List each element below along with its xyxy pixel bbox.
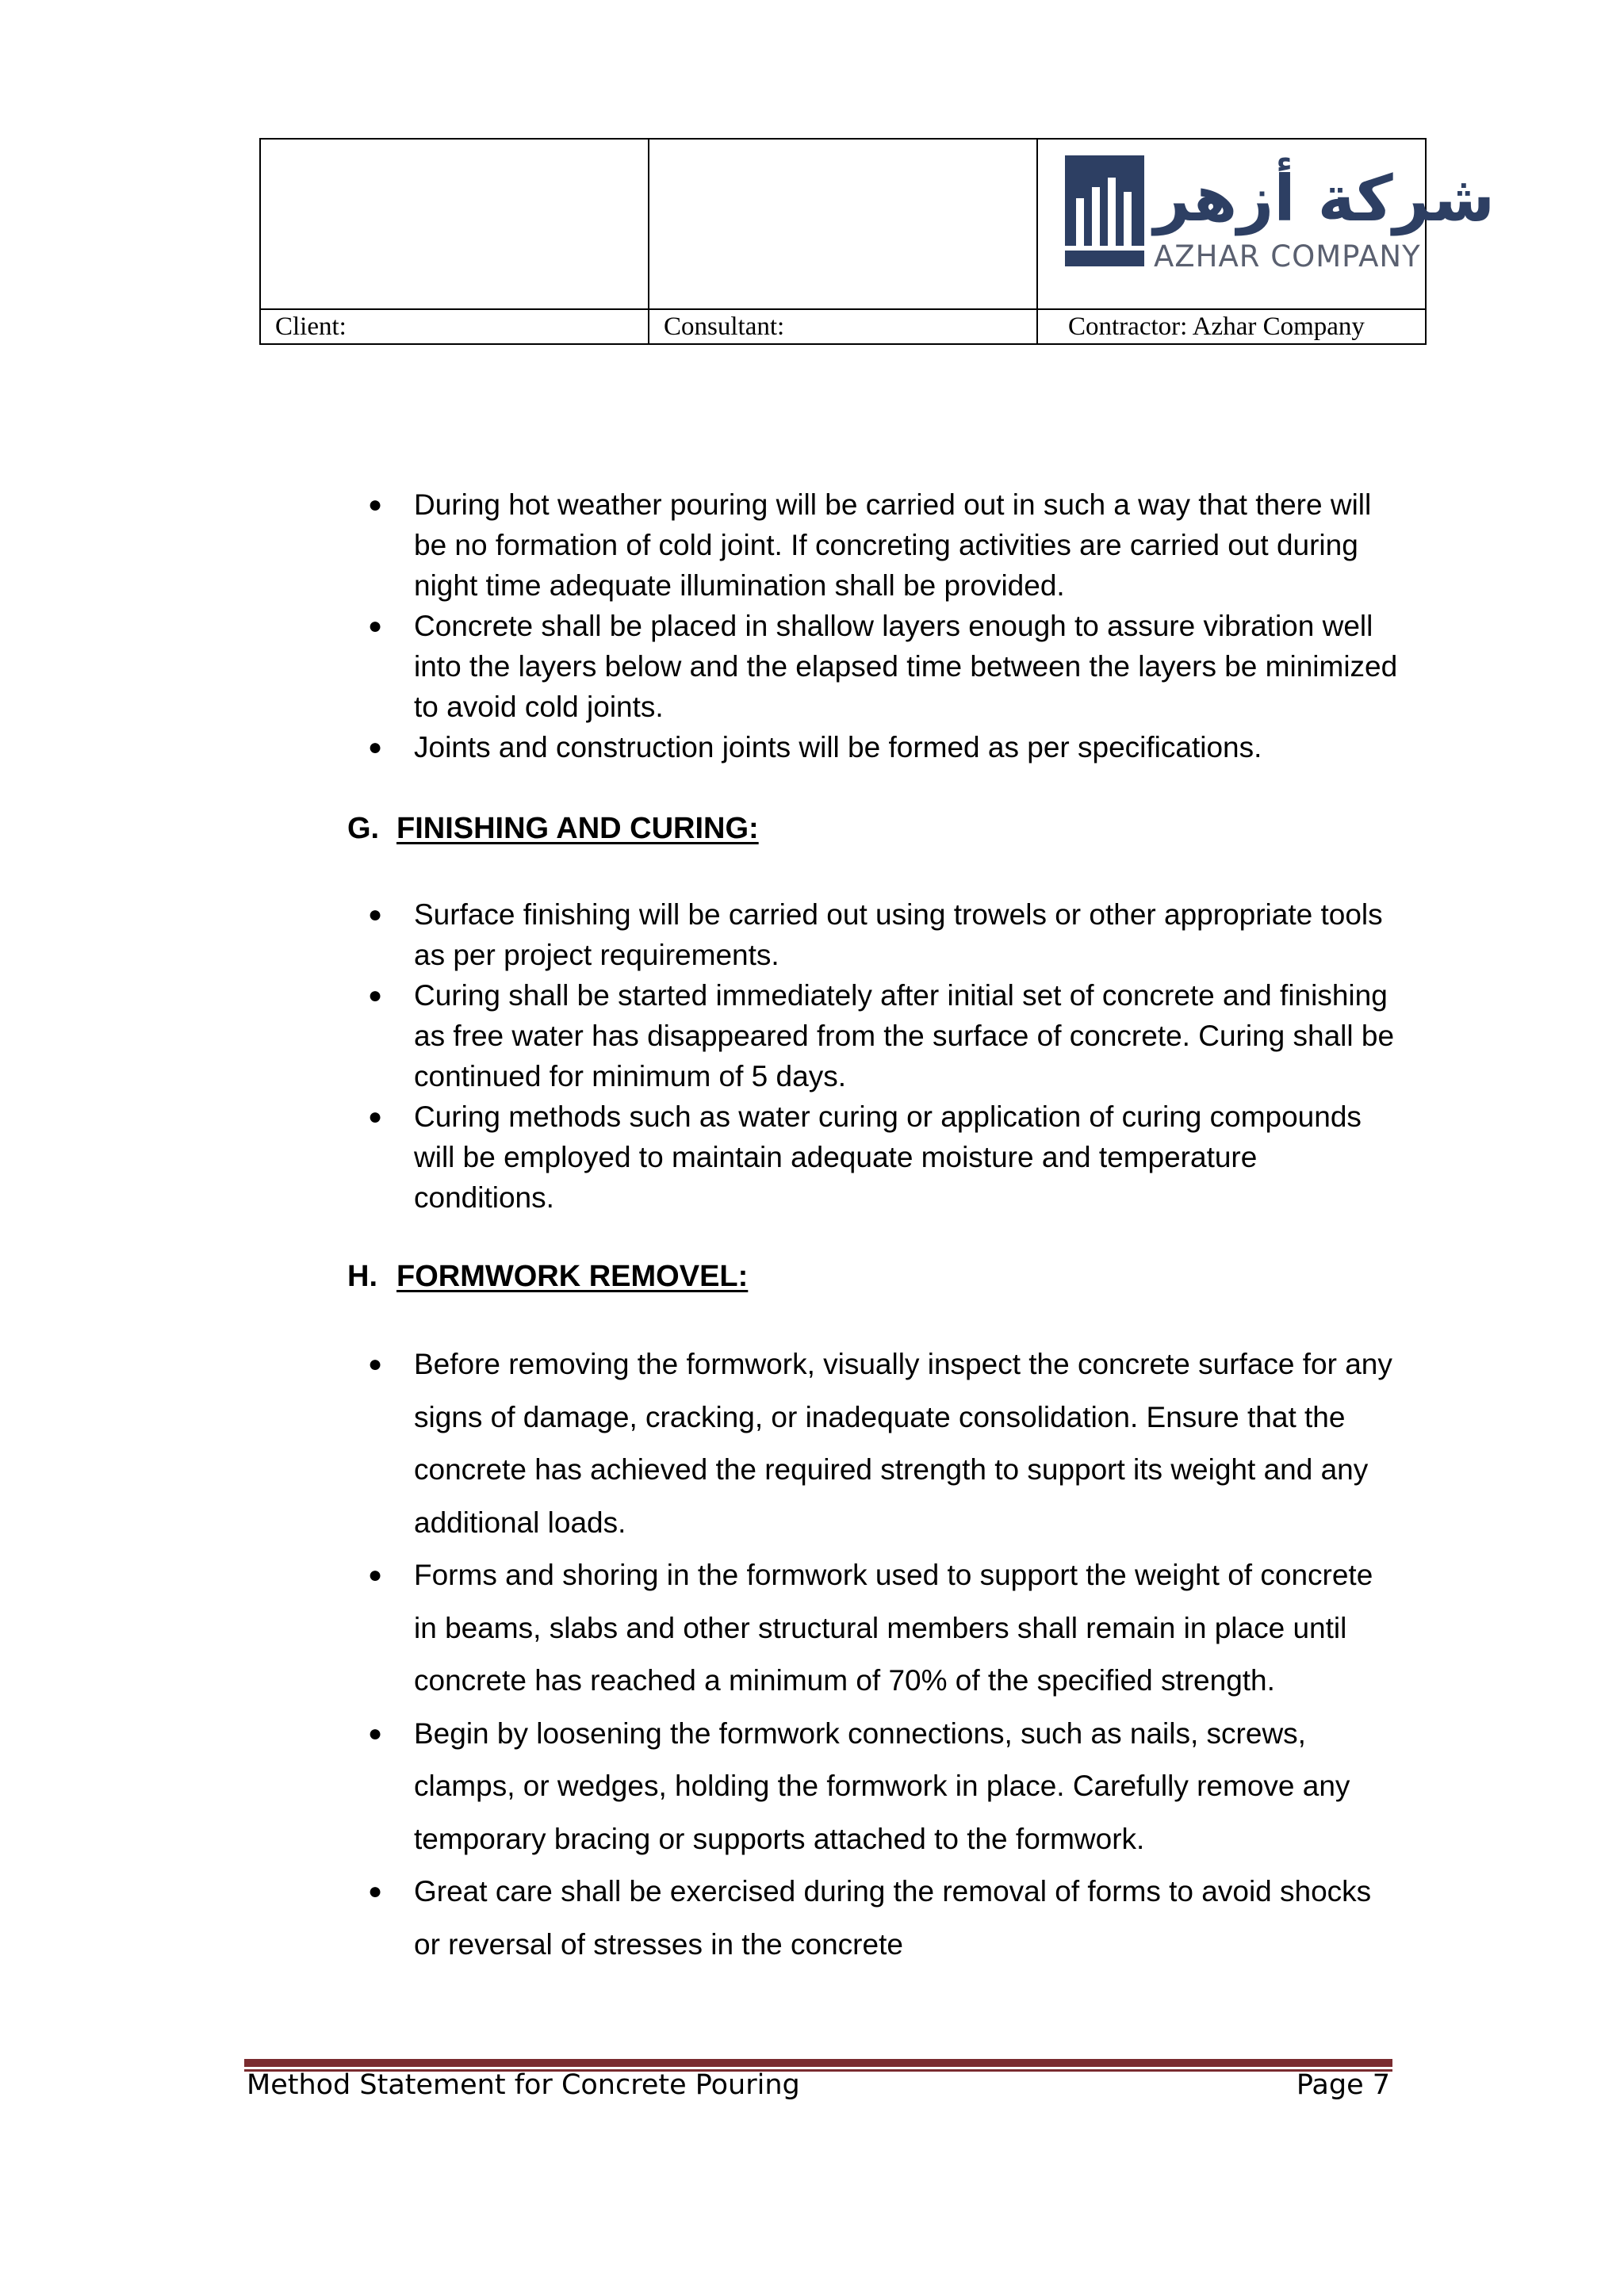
bullet-icon: ●: [368, 1104, 383, 1130]
bullet-icon: ●: [368, 492, 383, 518]
client-cell: [260, 139, 649, 309]
section-h-letter: H.: [347, 1260, 377, 1293]
bullet-icon: ●: [368, 734, 383, 760]
logo-english-text: AZHAR COMPANY: [1154, 239, 1421, 274]
client-label: Client:: [260, 309, 649, 344]
list-item: ● Concrete shall be placed in shallow layers enough to assure vibration well into the layers below and the elapsed time between the layers be minimized to avoid cold joints.: [347, 606, 1402, 727]
list-item: ● Joints and construction joints will be formed as per specifications.: [347, 727, 1402, 767]
consultant-label: Consultant:: [649, 309, 1037, 344]
list-item: ● Great care shall be exercised during the removal of forms to avoid shocks or reversal of stresses in the concrete: [347, 1866, 1402, 1971]
section-h-heading: [347, 1260, 748, 1294]
logo-mark-icon: [1065, 155, 1144, 266]
header-table: [259, 138, 1496, 345]
logo-cell: [1037, 139, 1496, 309]
consultant-cell: [649, 139, 1037, 309]
list-item: ● Forms and shoring in the formwork used to support the weight of concrete in beams, slabs and other structural members shall remain in place until concrete has reached a minimum of 70% of the specified strength.: [347, 1549, 1402, 1708]
section-g-title: FINISHING AND CURING:: [396, 812, 759, 845]
contractor-label: Contractor: Azhar Company: [1037, 309, 1426, 344]
footer-page-number: Page 7: [1296, 2069, 1390, 2101]
bullet-icon: ●: [368, 1562, 383, 1588]
section-g-bullet-list: [347, 894, 1402, 1218]
section-h-bullet-list: [347, 1338, 1402, 1971]
list-item: ● Curing shall be started immediately after initial set of concrete and finishing as free water has disappeared from the surface of concrete. Curing shall be continued for minimum of 5 days.: [347, 975, 1402, 1096]
intro-bullet-list: [347, 484, 1402, 767]
list-item: ● Curing methods such as water curing or application of curing compounds will be employed to maintain adequate moisture and temperature conditions.: [347, 1096, 1402, 1218]
bullet-icon: ●: [368, 982, 383, 1008]
bullet-icon: ●: [368, 1878, 383, 1904]
list-item: ● Begin by loosening the formwork connections, such as nails, screws, clamps, or wedges, holding the formwork in place. Carefully remove any temporary bracing or supports attached to the formwork.: [347, 1708, 1402, 1866]
list-item: ● Before removing the formwork, visually inspect the concrete surface for any signs of damage, cracking, or inadequate consolidation. Ensure that the concrete has achieved the required strength to support its weight and any additional loads.: [347, 1338, 1402, 1549]
azhar-company-logo: [1065, 155, 1496, 282]
footer-document-title: Method Statement for Concrete Pouring: [247, 2069, 800, 2101]
section-h-title: FORMWORK REMOVEL:: [396, 1260, 749, 1293]
section-g-heading: [347, 812, 759, 846]
bullet-icon: ●: [368, 1720, 383, 1747]
list-item: ● Surface finishing will be carried out using trowels or other appropriate tools as per project requirements.: [347, 894, 1402, 975]
bullet-icon: ●: [368, 613, 383, 639]
bullet-icon: ●: [368, 901, 383, 928]
section-g-letter: G.: [347, 812, 380, 845]
bullet-icon: ●: [368, 1351, 383, 1377]
logo-arabic-text: شركة أزهر: [1154, 162, 1496, 235]
list-item: ● During hot weather pouring will be carried out in such a way that there will be no formation of cold joint. If concreting activities are carried out during night time adequate illumination shall be provided.: [347, 484, 1402, 606]
